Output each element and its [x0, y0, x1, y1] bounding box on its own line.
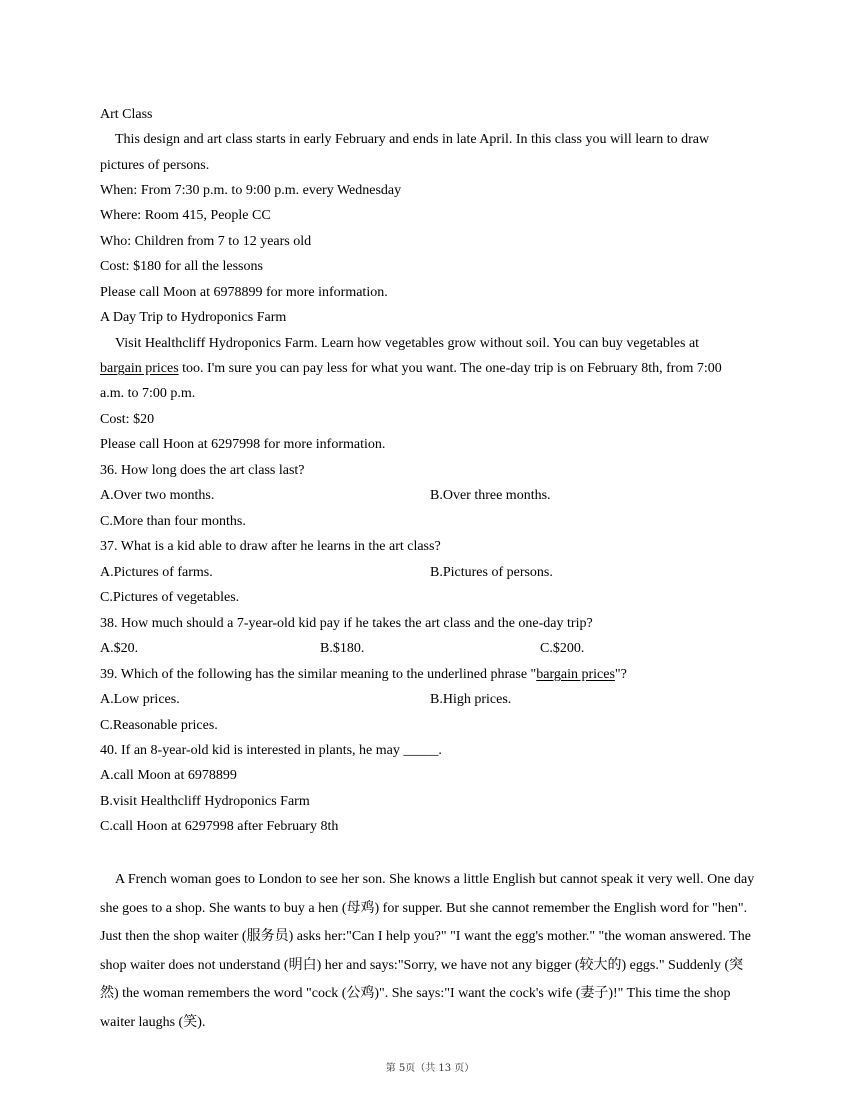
q39-option-c: C.Reasonable prices. [100, 718, 218, 733]
q40-option-a: A.call Moon at 6978899 [100, 768, 237, 783]
art-class-where: Where: Room 415, People CC [100, 208, 271, 223]
trip-intro-line2 [100, 360, 722, 378]
art-class-cost: Cost: $180 for all the lessons [100, 259, 263, 274]
q40-option-b: B.visit Healthcliff Hydroponics Farm [100, 794, 310, 809]
q37-option-b: B.Pictures of persons. [430, 565, 553, 580]
story-paragraph: A French woman goes to London to see her son. She knows a little English but cannot speak it very well. One day she goes to a shop. She wants to buy a hen (母鸡) for supper. But she cannot remember the English word for "hen". Just then the shop waiter (服务员) asks her:"Can I help you?" "I want the egg's mother." "the woman answered. The shop waiter does not understand (明白) her and says:"Sorry, we have not any bigger (较大的) eggs." Suddenly (突然) the woman remembers the word "cock (公鸡)". She says:"I want the cock's wife (妻子)!" This time the shop waiter laughs (笑). [100, 872, 755, 1030]
question-36: 36. How long does the art class last? [100, 463, 305, 478]
page-footer: 第 5页（共 13 页） [385, 1063, 475, 1074]
art-class-intro-cont: pictures of persons. [100, 158, 210, 173]
q38-option-a: A.$20. [100, 641, 139, 656]
trip-intro-rest: too. I'm sure you can pay less for what you want. The one-day trip is on February 8th, from 7:00 [178, 361, 722, 376]
q37-option-a: A.Pictures of farms. [100, 565, 213, 580]
trip-intro-end: a.m. to 7:00 p.m. [100, 386, 196, 401]
trip-intro: Visit Healthcliff Hydroponics Farm. Learn how vegetables grow without soil. You can buy vegetables at [115, 336, 700, 351]
q36-option-a: A.Over two months. [100, 488, 215, 503]
art-class-call: Please call Moon at 6978899 for more information. [100, 285, 388, 300]
q39-text-pre: 39. Which of the following has the similar meaning to the underlined phrase " [100, 667, 537, 682]
q37-option-c: C.Pictures of vegetables. [100, 590, 240, 605]
q39-option-b: B.High prices. [430, 692, 512, 707]
q36-option-b: B.Over three months. [430, 488, 551, 503]
art-class-title: Art Class [100, 107, 153, 122]
q38-option-c: C.$200. [540, 641, 585, 656]
q39-option-a: A.Low prices. [100, 692, 180, 707]
question-39 [100, 666, 627, 684]
art-class-intro: This design and art class starts in early February and ends in late April. In this class you will learn to draw [115, 132, 710, 147]
trip-title: A Day Trip to Hydroponics Farm [100, 310, 287, 325]
q36-option-c: C.More than four months. [100, 514, 246, 529]
q39-underlined-phrase: bargain prices [536, 667, 615, 682]
q38-option-b: B.$180. [320, 641, 365, 656]
trip-call: Please call Hoon at 6297998 for more information. [100, 437, 386, 452]
art-class-when: When: From 7:30 p.m. to 9:00 p.m. every Wednesday [100, 183, 402, 198]
question-40: 40. If an 8-year-old kid is interested in plants, he may _____. [100, 743, 442, 758]
trip-cost: Cost: $20 [100, 412, 155, 427]
question-38: 38. How much should a 7-year-old kid pay if he takes the art class and the one-day trip? [100, 616, 593, 631]
bargain-prices-underlined: bargain prices [100, 361, 179, 376]
question-37: 37. What is a kid able to draw after he learns in the art class? [100, 539, 441, 554]
q40-option-c: C.call Hoon at 6297998 after February 8th [100, 819, 339, 834]
art-class-who: Who: Children from 7 to 12 years old [100, 234, 312, 249]
q39-text-post: "? [614, 667, 627, 682]
